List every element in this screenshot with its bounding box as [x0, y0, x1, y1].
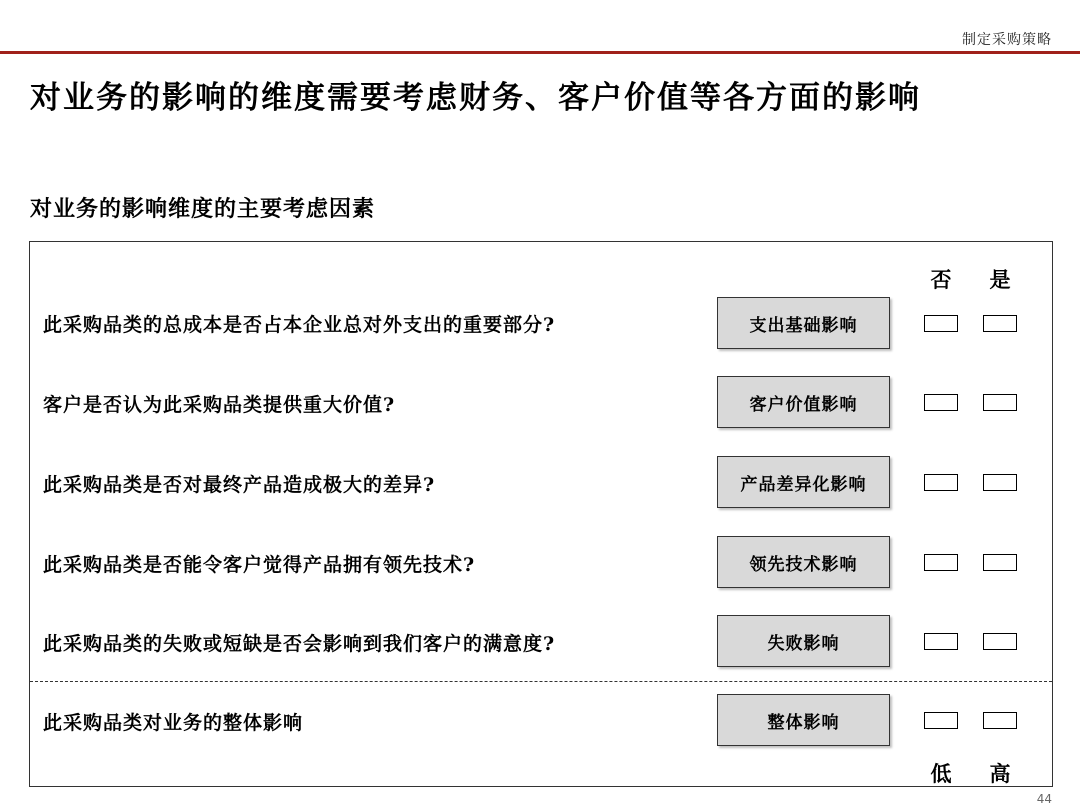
checkbox-no[interactable] [924, 554, 958, 571]
dimension-box[interactable]: 支出基础影响 [717, 297, 890, 349]
page-title: 对业务的影响的维度需要考虑财务、客户价值等各方面的影响 [30, 80, 921, 116]
question-text: 此采购品类的总成本是否占本企业总对外支出的重要部分? [43, 314, 556, 336]
factors-panel [29, 241, 1053, 787]
checkbox-no[interactable] [924, 394, 958, 411]
question-text: 此采购品类是否对最终产品造成极大的差异? [43, 474, 436, 496]
checkbox-yes[interactable] [983, 474, 1017, 491]
checkbox-no[interactable] [924, 474, 958, 491]
page-number: 44 [1036, 792, 1052, 806]
scale-label-low: 低 [930, 761, 952, 786]
dimension-box[interactable]: 领先技术影响 [717, 536, 890, 588]
column-header-no: 否 [930, 267, 952, 292]
checkbox-yes[interactable] [983, 554, 1017, 571]
checkbox-yes[interactable] [983, 633, 1017, 650]
question-text: 此采购品类是否能令客户觉得产品拥有领先技术? [43, 554, 476, 576]
section-subtitle: 对业务的影响维度的主要考虑因素 [30, 196, 376, 222]
column-header-yes: 是 [989, 267, 1011, 292]
checkbox-yes[interactable] [983, 394, 1017, 411]
checkbox-no[interactable] [924, 315, 958, 332]
checkbox-no[interactable] [924, 633, 958, 650]
checkbox-low[interactable] [924, 712, 958, 729]
header-rule [0, 51, 1080, 54]
overall-question-text: 此采购品类对业务的整体影响 [43, 712, 304, 734]
scale-label-high: 高 [989, 761, 1011, 786]
checkbox-yes[interactable] [983, 315, 1017, 332]
dimension-box[interactable]: 产品差异化影响 [717, 456, 890, 508]
question-text: 客户是否认为此采购品类提供重大价值? [43, 394, 396, 416]
question-text: 此采购品类的失败或短缺是否会影响到我们客户的满意度? [43, 633, 556, 655]
section-tag: 制定采购策略 [962, 32, 1052, 48]
checkbox-high[interactable] [983, 712, 1017, 729]
dimension-box[interactable]: 失败影响 [717, 615, 890, 667]
dimension-box[interactable]: 客户价值影响 [717, 376, 890, 428]
overall-dimension-box[interactable]: 整体影响 [717, 694, 890, 746]
section-divider [30, 681, 1052, 682]
